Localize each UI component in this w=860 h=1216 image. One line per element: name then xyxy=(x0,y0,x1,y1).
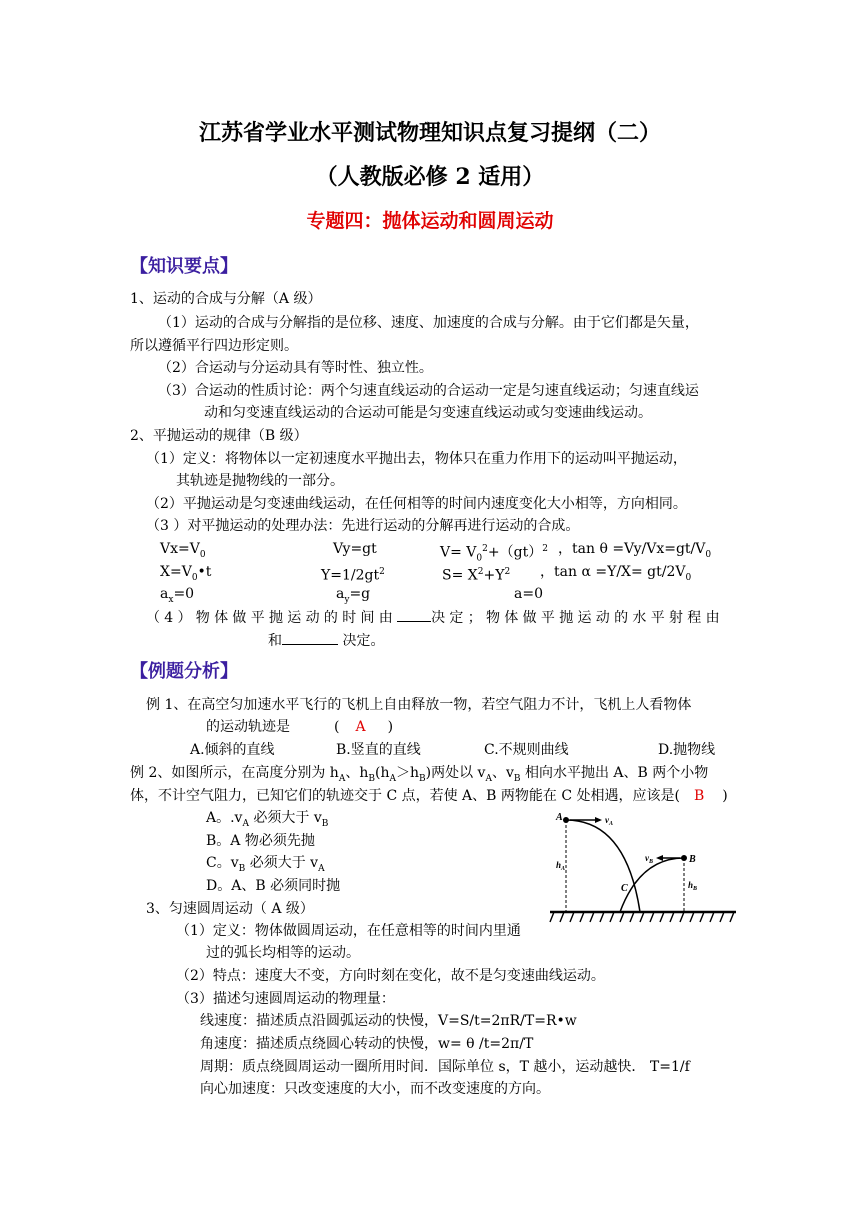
ex1-q2: 的运动轨迹是 ( A ) xyxy=(206,719,394,735)
diagram-label-vb: $v_B$ xyxy=(645,853,654,865)
s1-p3a: （3）合运动的性质讨论：两个匀速直线运动的合运动一定是匀速直线运动；匀速直线运 xyxy=(158,383,699,399)
s2-p3: （3 ）对平抛运动的处理办法：先进行运动的分解再进行运动的合成。 xyxy=(146,518,580,534)
s3-p1b: 过的弧长均相等的运动。 xyxy=(206,945,360,961)
s3-p3: （3）描述匀速圆周运动的物理量： xyxy=(176,991,395,1007)
page-subtitle: （人教版必修 2 适用） xyxy=(315,164,545,190)
diagram-label-hb: $h_B$ xyxy=(688,880,698,892)
formula-tan-alpha: ，$\tan \alpha =Y/X= gt/2V_0$ xyxy=(540,564,692,583)
s2-p1b: 其轨迹是抛物线的一部分。 xyxy=(176,473,344,489)
s2-heading: 2、平抛运动的规律（B 级） xyxy=(130,428,308,444)
s3-centripetal-acceleration: 向心加速度：只改变速度的大小，而不改变速度的方向。 xyxy=(200,1081,550,1097)
s2-p1a: （1）定义：将物体以一定初速度水平抛出去，物体只在重力作用下的运动叫平抛运动， xyxy=(146,451,687,467)
ex1-option-b: B.竖直的直线 xyxy=(336,742,421,758)
s3-linear-velocity: 线速度：描述质点沿圆弧运动的快慢，V=S/t=2πR/T=R•w xyxy=(200,1013,577,1029)
ex1-option-d: D.抛物线 xyxy=(658,742,716,758)
section-knowledge-points: 【知识要点】 xyxy=(130,256,238,277)
s3-p1a: （1）定义：物体做圆周运动，在任意相等的时间内里通 xyxy=(176,923,521,939)
ex2-answer: B xyxy=(693,788,705,804)
s2-p4a: （4）物体做平抛运动的时间由 决定；物体做平抛运动的水平射程由 xyxy=(146,607,724,628)
s1-p3b: 动和匀变速直线运动的合运动可能是匀变速直线运动或匀变速曲线运动。 xyxy=(204,405,652,421)
projectile-diagram xyxy=(548,808,740,928)
s1-heading: 1、运动的合成与分解（A 级） xyxy=(130,291,322,307)
diagram-label-c: C xyxy=(621,883,628,894)
diagram-label-b: B xyxy=(689,854,696,865)
s3-p2: （2）特点：速度大不变，方向时刻在变化，故不是匀变速曲线运动。 xyxy=(176,968,605,984)
s1-p2: （2）合运动与分运动具有等时性、独立性。 xyxy=(158,360,433,376)
page-title: 江苏省学业水平测试物理知识点复习提纲（二） xyxy=(198,120,661,146)
s2-p2: （2）平抛运动是匀变速曲线运动，在任何相等的时间内速度变化大小相等，方向相同。 xyxy=(146,496,687,512)
ex2-option-a: A。$.v_A$ 必须大于 $v_B$ xyxy=(206,810,329,829)
formula-vx: $Vx=V_0$ xyxy=(160,541,206,560)
ex1-q1: 例 1、在高空匀加速水平飞行的飞机上自由释放一物，若空气阻力不计，飞机上人看物体 xyxy=(146,697,692,713)
formula-ax: $a_x=0$ xyxy=(160,586,195,605)
diagram-label-va: $v_A$ xyxy=(605,815,614,827)
diagram-label-a: A xyxy=(556,812,563,823)
formula-ay: $a_y=g$ xyxy=(336,586,371,605)
formula-a: a=0 xyxy=(514,586,543,602)
s2-p4b: 和 决定。 xyxy=(268,630,384,651)
s3-angular-velocity: 角速度：描述质点绕圆心转动的快慢，w= θ /t=2π/T xyxy=(200,1036,534,1052)
ex2-option-b: B。A 物必须先抛 xyxy=(206,833,315,849)
ex2-option-c: C。$v_B$ 必须大于 $v_A$ xyxy=(206,855,325,874)
formula-y: $Y=1/2gt^2$ xyxy=(321,567,385,584)
formula-tan-theta: ，$\tan \theta =Vy/Vx=gt/V_0$ xyxy=(558,541,712,560)
topic-heading: 专题四：抛体运动和圆周运动 xyxy=(306,210,554,232)
s1-p1b: 所以遵循平行四边形定则。 xyxy=(130,338,298,354)
ex2-q2: 体，不计空气阻力，已知它们的轨迹交于 C 点，若使 A、B 两物能在 C 处相遇，应该是( B ) xyxy=(130,788,728,804)
ex2-option-d: D。A、B 必须同时抛 xyxy=(206,878,341,894)
diagram-label-ha: $h_A$ xyxy=(556,860,566,872)
s1-p1a: （1）运动的合成与分解指的是位移、速度、加速度的合成与分解。由于它们都是矢量， xyxy=(158,315,699,331)
s3-heading: 3、匀速圆周运动（ A 级） xyxy=(146,901,314,917)
formula-s: $S= X^2+Y^2$ xyxy=(442,567,511,584)
formula-v: $V= V_0^2+(gt)^2$ xyxy=(440,544,548,564)
ex1-answer: A xyxy=(355,719,366,735)
ex2-q1: 例 2、如图所示，在高度分别为 $h_A$、$h_B(h_A>h_B)$两处以 $v_A$、$v_B$ 相向水平抛出 A、B 两个小物 xyxy=(130,765,709,784)
formula-x: $X=V_0•t$ xyxy=(160,564,212,583)
formula-vy: Vy=gt xyxy=(333,541,377,557)
section-examples: 【例题分析】 xyxy=(130,661,238,682)
ex1-option-c: C.不规则曲线 xyxy=(484,742,569,758)
s3-period: 周期：质点绕圆周运动一圈所用时间．国际单位 s，T 越小，运动越快． T=1/f xyxy=(200,1059,690,1075)
ex1-option-a: A.倾斜的直线 xyxy=(190,742,275,758)
